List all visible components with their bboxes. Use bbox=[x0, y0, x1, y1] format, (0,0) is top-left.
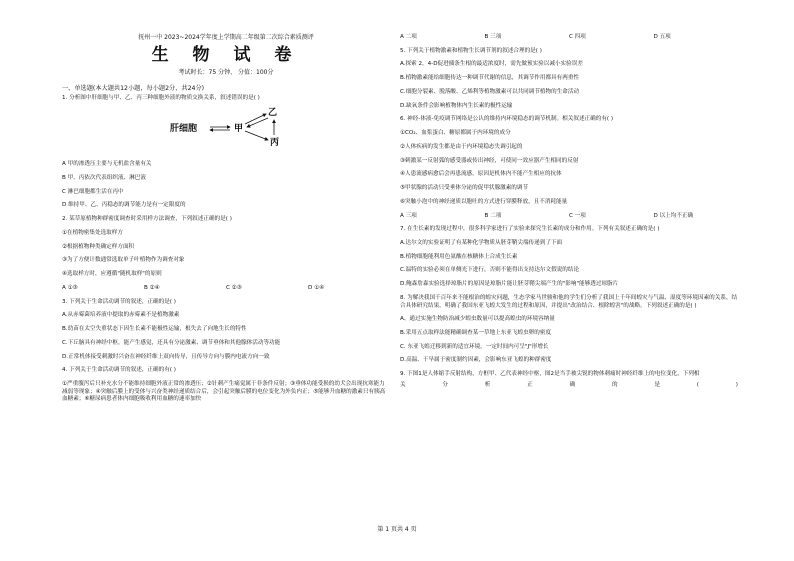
q9-char: 分 bbox=[442, 381, 448, 388]
question-6: 6. 神经-体液-免疫调节网络是公认的维持内环境稳态的调节机制。相关叙述正确的有( ) bbox=[400, 116, 614, 123]
q6-item-6: ⑥突触小泡中的神经递质以胞吐的方式进行穿膜释放，且不消耗能量 bbox=[400, 198, 568, 205]
q3-option-d: D.正常机体接受刺激时兴奋在神经纤维上双向传导，且传导方向与膜内电流方向一致 bbox=[62, 353, 270, 360]
diagram-bing-label: 丙 bbox=[270, 138, 280, 149]
question-1: 1. 分析图中肝细胞与甲、乙、丙三种细胞外液的物质交换关系，叙述错误的是( ) bbox=[62, 95, 260, 102]
q3-option-c: C.下丘脑具有神经中枢，能产生感觉，还具有分泌激素、调节垂体和其他腺体活动等功能 bbox=[62, 339, 281, 346]
question-3: 3. 下列关于生命活动调节的叙述，正确的是( ) bbox=[62, 298, 176, 305]
diagram-jia-label: 甲 bbox=[234, 124, 244, 135]
question-9: 9. 下图1是人体缩手反射结构，方框甲、乙代表神经中枢，图2是当手被尖锐的物体刺痛时神经纤维上的电位变化，下列相 bbox=[400, 371, 700, 378]
q9-char: 正 bbox=[527, 381, 533, 388]
page-footer: 第 1 页共 4 页 bbox=[377, 526, 417, 533]
q5-option-d: D.缺氧条件会影响植物体内生长素的极性运输 bbox=[400, 102, 513, 109]
q9-char: ( bbox=[696, 381, 699, 388]
exam-meta: 考试时长：75 分钟， 分值：100分 bbox=[178, 69, 274, 77]
q1-option-a: A 甲的渗透压主要与无机盐含量有关 bbox=[62, 161, 152, 168]
q7-option-d: D.鲍森詹森实验选择琼脂片的原因是琼脂片能让胚芽鞘尖端产生的"影响"能够透过琼脂片 bbox=[400, 281, 619, 288]
right-column bbox=[400, 34, 738, 395]
q2-option-a: A ①③ bbox=[62, 284, 78, 291]
q1-option-b: B 甲、丙依次代表组织液、淋巴液 bbox=[62, 174, 146, 181]
q6-option-a: A 三项 bbox=[400, 212, 417, 219]
q9-char: 析 bbox=[484, 381, 491, 388]
q4-option-b: B 三项 bbox=[484, 34, 502, 40]
q9-char: ) bbox=[735, 381, 738, 388]
q4-option-a: A 二项 bbox=[400, 34, 417, 40]
q6-option-d: D 以上均不正确 bbox=[653, 212, 694, 219]
q8-option-a: A、通过实施生物防治减少蝗虫数量可以提高蝗虫的环境容纳量 bbox=[400, 316, 555, 323]
q2-item-2: ②根据植物种类确定样方面积 bbox=[62, 243, 135, 250]
q5-option-a: A.探索 2，4-D促进插条生根的最适浓度时，需先做预实验以减小实验误差 bbox=[400, 61, 583, 68]
diagram-arrows bbox=[62, 109, 390, 153]
q3-option-a: A.从赤霉菌培养液中提取的赤霉素不是植物激素 bbox=[62, 312, 180, 319]
q9-char: 关 bbox=[400, 381, 406, 388]
q8-option-b: B.采用五点取样法能精确调查某一草地上东亚飞蝗虫卵的密度 bbox=[400, 329, 552, 336]
diagram-yi-label: 乙 bbox=[268, 108, 278, 119]
question-7: 7. 在生长素的发现过程中，很多科学家进行了实验来探究生长素的成分和作用。下列有关叙述正确的是( ) bbox=[400, 226, 660, 233]
q5-option-b: B.植物激素能给细胞传达一种调节代谢的信息，其调节作用都具有两重性 bbox=[400, 75, 580, 82]
q5-option-c: C.细胞分裂素、脱落酸、乙烯利等植物激素可以共同调节植物的生命活动 bbox=[400, 88, 580, 95]
q2-option-b: B ②④ bbox=[144, 284, 160, 291]
q7-option-b: B.植物细胞能利用色氨酸在核糖体上合成生长素 bbox=[400, 253, 518, 260]
question-2: 2. 某草原植物种群密度调查时采用样方法调查，下列叙述正确的是( ) bbox=[62, 216, 232, 223]
q3-option-b: B.幼苗在太空失重状态下因生长素不能极性运输，根失去了向地生长的特性 bbox=[62, 326, 247, 333]
q2-item-4: ④选取样方时，应遵循"随机取样"的原则 bbox=[62, 271, 162, 278]
q2-item-1: ①在植物密集处选取样方 bbox=[62, 229, 123, 236]
q2-option-d: D ①④ bbox=[308, 284, 325, 291]
q9-char: 的 bbox=[611, 381, 618, 388]
left-column bbox=[62, 34, 390, 410]
q6-options bbox=[400, 213, 738, 221]
q2-option-c: C ②③ bbox=[226, 284, 242, 291]
diagram-liver-label: 肝细胞 bbox=[170, 124, 198, 135]
question-5: 5. 下列关于植物激素和植物生长调节剂的叙述合理的是( ) bbox=[400, 47, 542, 54]
q4-statements: ①严重腹泻后只补充水分不能维持细胞外液正常的渗透压；②针刺产生痛觉属于非条件反射；③垂体功能受损的幼犬会出现抗寒能力减弱等现象；④突触后膜上的受体与兴奋类神经递质结合后，会引起突触后膜的电位变化为外负内正；⑤能够升血糖的激素只有胰高血糖素；⑥糖尿病患者体内细胞吸收利用血糖的速率加快 bbox=[62, 380, 386, 403]
q9-char: 确 bbox=[569, 381, 576, 388]
fluid-exchange-diagram bbox=[62, 109, 390, 153]
q7-option-c: C.温特的实验必须在单侧光下进行，否则不能得出支持达尔文假说的结论 bbox=[400, 267, 580, 274]
q1-option-d: D 维持甲、乙、丙稳态的调节能力是有一定限度的 bbox=[62, 202, 186, 209]
q6-item-1: ①CO₂、血浆蛋白、糖原都属于内环境的成分 bbox=[400, 130, 511, 137]
q9-char: 是 bbox=[654, 381, 660, 388]
q1-option-c: C 淋巴细胞都生活在丙中 bbox=[62, 188, 124, 195]
q7-option-a: A.达尔文的实验证明了有某种化学物质从胚芽鞘尖端传递到了下面 bbox=[400, 240, 563, 247]
q4-option-d: D 五项 bbox=[653, 34, 671, 40]
q6-option-b: B 二项 bbox=[484, 212, 502, 219]
section-heading: 一、单选题(本大题共12小题，每小题2分，共24分) bbox=[62, 85, 205, 93]
q4-options bbox=[400, 34, 738, 42]
q2-options bbox=[62, 285, 390, 293]
question-4: 4. 下列关于生命活动调节的叙述，正确的有( ) bbox=[62, 367, 176, 374]
q2-item-3: ③为了方便计数通常选取单子叶植物作为调查对象 bbox=[62, 257, 185, 264]
q8-option-d: D.高温、干旱属于密度制约因素，会影响东亚飞蝗的种群密度 bbox=[400, 357, 552, 364]
q6-item-2: ②人体疾病的发生都是由于内环境稳态失调引起的 bbox=[400, 143, 523, 150]
q4-option-c: C 四项 bbox=[569, 34, 586, 40]
q6-item-3: ③刺激某一反射弧的感受器或传出神经，可使同一效应器产生相同的反射 bbox=[400, 157, 579, 164]
q6-item-4: ④人患流感病愈后会再患流感，原因是机体内不能产生相应的抗体 bbox=[400, 171, 562, 178]
q8-option-c: C. 东亚飞蝗迁移到新的适宜环境，一定时间内可呈"J"形增长 bbox=[400, 343, 549, 350]
q6-option-c: C 一项 bbox=[569, 212, 586, 219]
q6-item-5: ⑤甲状腺的活动只受垂体分泌的促甲状腺激素的调节 bbox=[400, 185, 529, 192]
page-title: 生 物 试 卷 bbox=[151, 45, 301, 66]
question-8: 8. 为解决我国千百年来不能根治的蝗灾问题，生态学家马世骏和他的学生们分析了我国上千年间蝗灾与气温、湿度等环境因素的关系，结合具体研究结果，明确了我国东亚飞蝗大发生的过程和原因，并提出"改治结合、根除蝗害"的战略。下列叙述正确的是( ) bbox=[400, 294, 738, 309]
exam-header-line: 抚州一中 2023~2024学年度上学期高二年级第二次综合素质测评 bbox=[138, 34, 314, 41]
question-9-continued bbox=[400, 382, 738, 390]
